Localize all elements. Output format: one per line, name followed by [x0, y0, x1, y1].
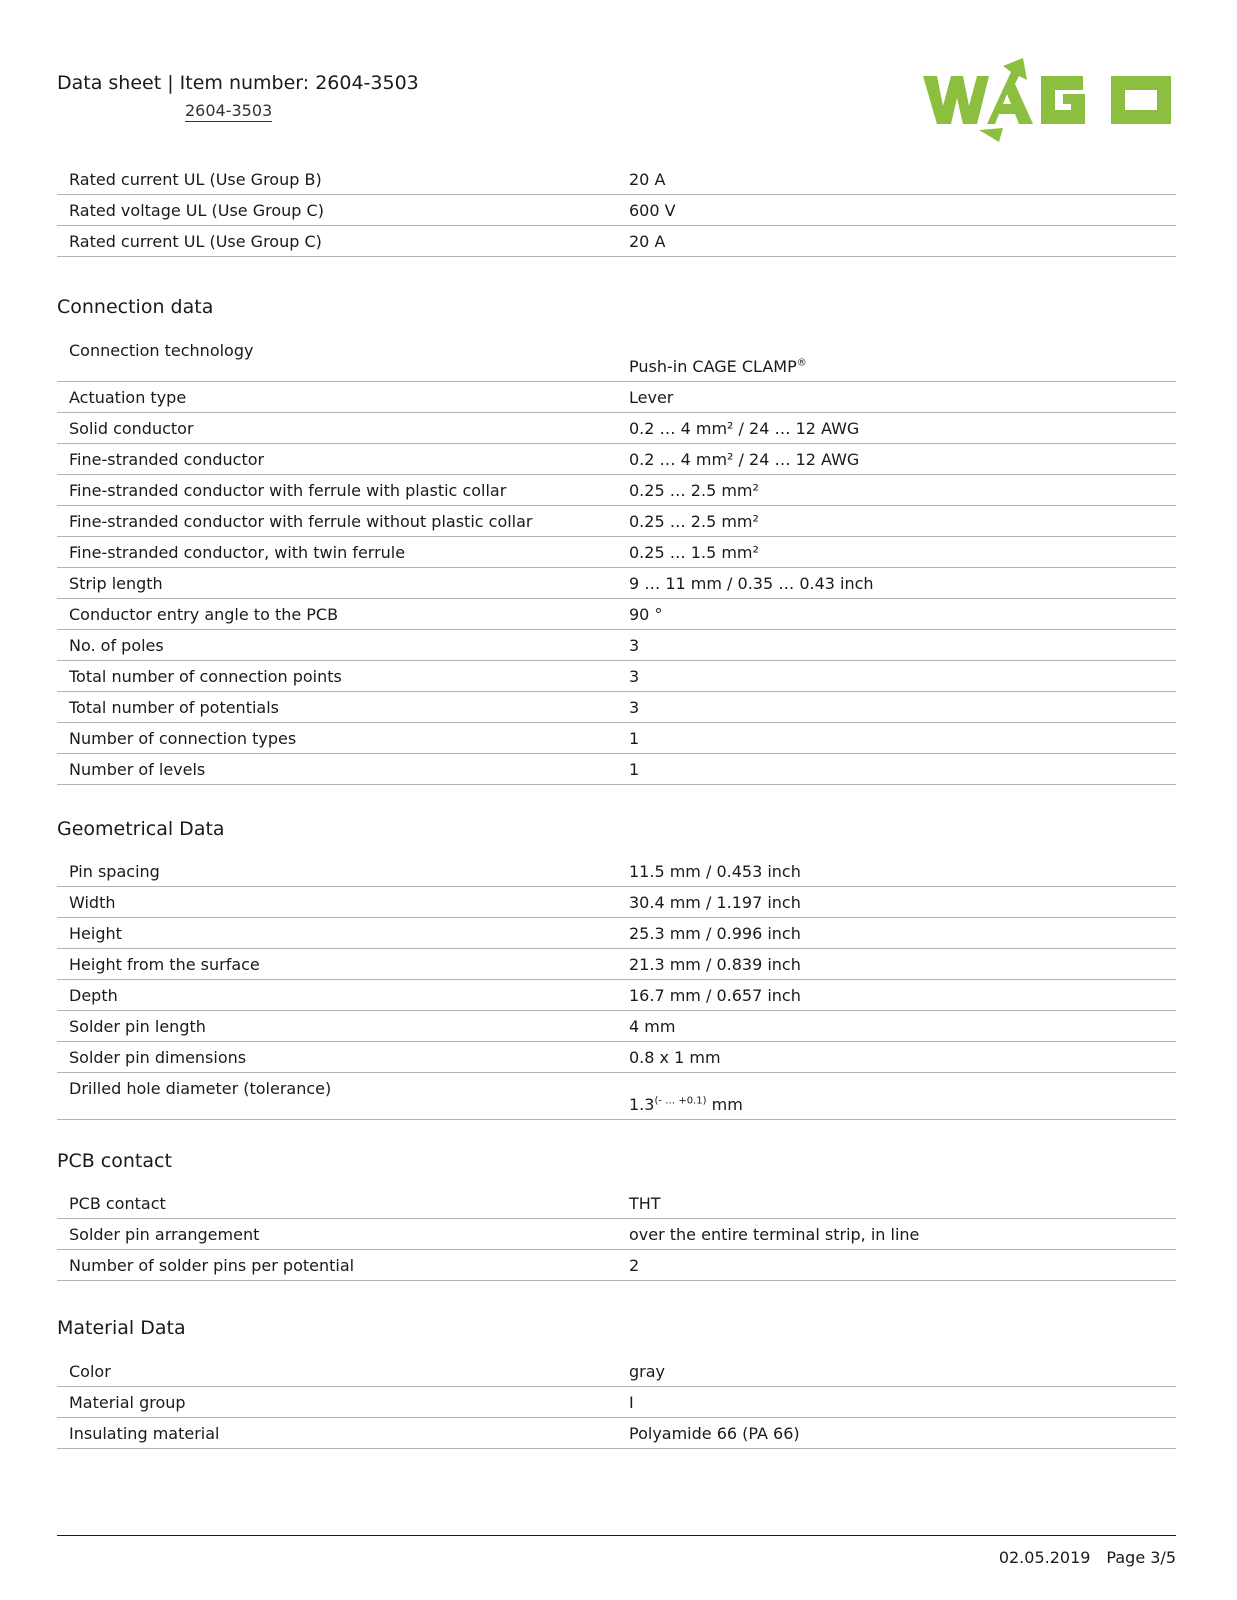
spec-key: Number of solder pins per potential: [57, 1250, 617, 1281]
spec-key: Actuation type: [57, 382, 617, 413]
spec-key: Total number of potentials: [57, 692, 617, 723]
table-row: [57, 1042, 1176, 1073]
spec-key: Fine-stranded conductor: [57, 444, 617, 475]
spec-key: Depth: [57, 980, 617, 1011]
table-row: [57, 195, 1176, 226]
section-title-geometrical-data: Geometrical Data: [57, 818, 225, 840]
spec-value: 30.4 mm / 1.197 inch: [617, 887, 1176, 918]
spec-key: Connection technology: [57, 335, 617, 382]
spec-key: Solder pin length: [57, 1011, 617, 1042]
connection-data-table: [57, 335, 1176, 785]
spec-value: 16.7 mm / 0.657 inch: [617, 980, 1176, 1011]
table-row: [57, 444, 1176, 475]
table-row: [57, 661, 1176, 692]
table-row: [57, 1188, 1176, 1219]
registered-mark: ®: [796, 357, 807, 369]
spec-key: Solder pin arrangement: [57, 1219, 617, 1250]
section-title-pcb-contact: PCB contact: [57, 1150, 172, 1172]
section-title-connection-data: Connection data: [57, 296, 214, 318]
spec-key: Rated voltage UL (Use Group C): [57, 195, 617, 226]
spec-key: No. of poles: [57, 630, 617, 661]
pcb-contact-table: [57, 1188, 1176, 1281]
table-row: [57, 980, 1176, 1011]
table-row: [57, 949, 1176, 980]
spec-key: Material group: [57, 1387, 617, 1418]
spec-value: 600 V: [617, 195, 1176, 226]
section-title-material-data: Material Data: [57, 1317, 186, 1339]
table-row: [57, 599, 1176, 630]
table-row: [57, 226, 1176, 257]
wago-logo: [923, 58, 1175, 143]
material-data-table: [57, 1356, 1176, 1449]
table-row: [57, 475, 1176, 506]
spec-key: Total number of connection points: [57, 661, 617, 692]
spec-key: Pin spacing: [57, 856, 617, 887]
spec-value: Lever: [617, 382, 1176, 413]
table-row: [57, 856, 1176, 887]
table-row: [57, 1387, 1176, 1418]
spec-value: 9 … 11 mm / 0.35 … 0.43 inch: [617, 568, 1176, 599]
spec-key: Strip length: [57, 568, 617, 599]
spec-value: 0.25 … 2.5 mm²: [617, 475, 1176, 506]
spec-value: 1: [617, 754, 1176, 785]
spec-value: 90 °: [617, 599, 1176, 630]
spec-value: Push-in CAGE CLAMP®: [617, 335, 1176, 382]
table-row: [57, 413, 1176, 444]
table-row: [57, 1011, 1176, 1042]
spec-value: 3: [617, 692, 1176, 723]
spec-value: 0.8 x 1 mm: [617, 1042, 1176, 1073]
spec-value: THT: [617, 1188, 1176, 1219]
table-row: [57, 382, 1176, 413]
spec-key: Fine-stranded conductor, with twin ferrule: [57, 537, 617, 568]
spec-key: Insulating material: [57, 1418, 617, 1449]
table-row: [57, 1219, 1176, 1250]
spec-value: 20 A: [617, 226, 1176, 257]
ul-ratings-table: [57, 164, 1176, 257]
page-title: Data sheet | Item number: 2604-3503: [57, 72, 419, 94]
spec-value: 0.25 … 1.5 mm²: [617, 537, 1176, 568]
spec-key: PCB contact: [57, 1188, 617, 1219]
table-row: [57, 1418, 1176, 1449]
spec-value: I: [617, 1387, 1176, 1418]
table-row: [57, 568, 1176, 599]
footer-date: 02.05.2019: [998, 1548, 1091, 1567]
spec-key: Solid conductor: [57, 413, 617, 444]
spec-key: Height from the surface: [57, 949, 617, 980]
spec-key: Number of levels: [57, 754, 617, 785]
table-row: [57, 630, 1176, 661]
spec-key: Solder pin dimensions: [57, 1042, 617, 1073]
spec-value: 0.25 … 2.5 mm²: [617, 506, 1176, 537]
spec-value: gray: [617, 1356, 1176, 1387]
spec-value: 0.2 … 4 mm² / 24 … 12 AWG: [617, 444, 1176, 475]
spec-value: 4 mm: [617, 1011, 1176, 1042]
table-row: [57, 723, 1176, 754]
table-row: [57, 918, 1176, 949]
spec-value: 3: [617, 661, 1176, 692]
spec-key: Drilled hole diameter (tolerance): [57, 1073, 617, 1120]
table-row: [57, 506, 1176, 537]
tolerance-superscript: (- … +0.1): [654, 1095, 707, 1107]
spec-key: Number of connection types: [57, 723, 617, 754]
spec-key: Color: [57, 1356, 617, 1387]
table-row: [57, 1250, 1176, 1281]
spec-key: Conductor entry angle to the PCB: [57, 599, 617, 630]
table-row: [57, 1356, 1176, 1387]
spec-key: Height: [57, 918, 617, 949]
item-number-link[interactable]: 2604-3503: [185, 101, 273, 120]
spec-value: Polyamide 66 (PA 66): [617, 1418, 1176, 1449]
spec-key: Rated current UL (Use Group B): [57, 164, 617, 195]
footer-page-number: Page 3/5: [1106, 1548, 1176, 1567]
table-row: [57, 754, 1176, 785]
spec-value: 20 A: [617, 164, 1176, 195]
table-row: [57, 335, 1176, 382]
page-footer: [999, 1548, 1176, 1567]
spec-value: $1.3^{(- \dots +0.1)}$ mm: [617, 1073, 1176, 1120]
spec-value: 2: [617, 1250, 1176, 1281]
geometrical-data-table: [57, 856, 1176, 1120]
spec-value: 11.5 mm / 0.453 inch: [617, 856, 1176, 887]
spec-value: 1: [617, 723, 1176, 754]
spec-value: 3: [617, 630, 1176, 661]
spec-key: Fine-stranded conductor with ferrule without plastic collar: [57, 506, 617, 537]
table-row: [57, 1073, 1176, 1120]
spec-key: Width: [57, 887, 617, 918]
table-row: [57, 164, 1176, 195]
spec-value: over the entire terminal strip, in line: [617, 1219, 1176, 1250]
spec-key: Rated current UL (Use Group C): [57, 226, 617, 257]
table-row: [57, 537, 1176, 568]
table-row: [57, 887, 1176, 918]
spec-key: Fine-stranded conductor with ferrule with plastic collar: [57, 475, 617, 506]
spec-value: 21.3 mm / 0.839 inch: [617, 949, 1176, 980]
spec-value: 0.2 … 4 mm² / 24 … 12 AWG: [617, 413, 1176, 444]
table-row: [57, 692, 1176, 723]
footer-divider: [57, 1535, 1176, 1536]
spec-value: 25.3 mm / 0.996 inch: [617, 918, 1176, 949]
